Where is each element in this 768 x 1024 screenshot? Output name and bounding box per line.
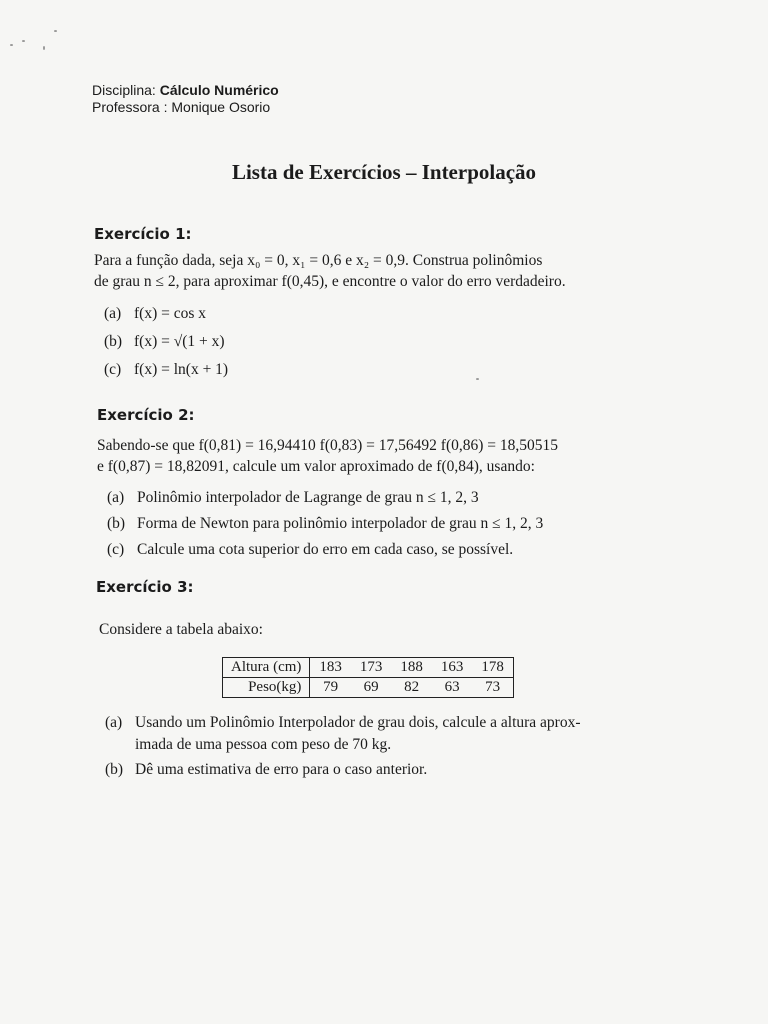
table-row-header: Altura (cm) (223, 658, 310, 678)
exercise-2-item-a (107, 487, 479, 508)
scan-speck (476, 378, 479, 380)
exercise-3-item-a-cont: imada de uma pessoa com peso de 70 kg. (135, 736, 392, 753)
exercise-2-line: e f(0,87) = 18,82091, calcule um valor aproximado de f(0,84), usando: (97, 458, 535, 475)
exercise-1-item-c (104, 359, 228, 380)
item-text: Usando um Polinômio Interpolador de grau dois, calcule a altura aprox- (135, 714, 581, 731)
table-row (223, 678, 514, 698)
item-label: (a) (107, 489, 125, 506)
table-row-header: Peso(kg) (223, 678, 310, 698)
item-label: (b) (104, 333, 123, 350)
exercise-1-heading: Exercício 1: (94, 225, 192, 243)
item-text: Forma de Newton para polinômio interpolador de grau n ≤ 1, 2, 3 (137, 515, 544, 532)
item-text: Calcule uma cota superior do erro em cada caso, se possível. (137, 541, 514, 558)
course-header (92, 82, 279, 116)
height-weight-table (222, 657, 514, 698)
item-text: f(x) = √(1 + x) (134, 333, 225, 350)
exercise-3-intro: Considere a tabela abaixo: (99, 621, 263, 638)
item-label: (a) (105, 714, 123, 731)
exercise-1-line: Para a função dada, seja x₀ = 0, x₁ = 0,6 e x₂ = 0,9. Construa polinômios (94, 252, 543, 269)
exercise-1-statement (94, 250, 566, 292)
exercise-3-item-b (105, 759, 427, 780)
table-cell: 63 (444, 679, 460, 695)
scan-speck (43, 46, 45, 50)
discipline-value: Cálculo Numérico (159, 82, 279, 98)
exercise-1-item-a (104, 303, 206, 324)
exercise-2-item-b (107, 513, 543, 534)
item-label: (b) (107, 515, 126, 532)
professor-line: Professora : Monique Osorio (92, 99, 271, 115)
page-title: Lista de Exercícios – Interpolação (231, 160, 537, 184)
table-cell: 183 (310, 658, 351, 678)
table-cell: 178 (472, 658, 513, 678)
scan-speck (54, 30, 57, 32)
exercise-2-heading: Exercício 2: (97, 406, 195, 424)
exercise-2-item-c (107, 539, 513, 560)
exercise-1-item-b (104, 331, 225, 352)
exercise-2-line: Sabendo-se que f(0,81) = 16,94410 f(0,83) = 17,56492 f(0,86) = 18,50515 (97, 437, 559, 454)
exercise-3-heading: Exercício 3: (96, 578, 194, 596)
exercise-3-item-a (105, 712, 581, 733)
item-text: Polinômio interpolador de Lagrange de grau n ≤ 1, 2, 3 (137, 489, 479, 506)
item-label: (c) (107, 541, 125, 558)
table-cell: 79 (323, 679, 339, 695)
item-text: Dê uma estimativa de erro para o caso anterior. (135, 761, 428, 778)
table-cell: 82 (404, 679, 420, 695)
discipline-line (92, 82, 279, 99)
scan-speck (22, 40, 25, 42)
table-cell: 69 (363, 679, 379, 695)
table-cell: 73 (485, 679, 501, 695)
item-label: (c) (104, 361, 122, 378)
table-cell: 188 (391, 658, 432, 678)
item-text: f(x) = ln(x + 1) (134, 361, 229, 378)
exercise-2-statement (97, 435, 558, 477)
item-label: (a) (104, 305, 122, 322)
discipline-label: Disciplina: (92, 82, 156, 98)
item-text: f(x) = cos x (134, 305, 207, 322)
exercise-1-line: de grau n ≤ 2, para aproximar f(0,45), e encontre o valor do erro verdadeiro. (94, 273, 566, 290)
table-cell: 163 (432, 658, 473, 678)
scan-speck (10, 44, 13, 46)
table-row (223, 658, 514, 678)
item-label: (b) (105, 761, 124, 778)
table-cell: 173 (351, 658, 392, 678)
